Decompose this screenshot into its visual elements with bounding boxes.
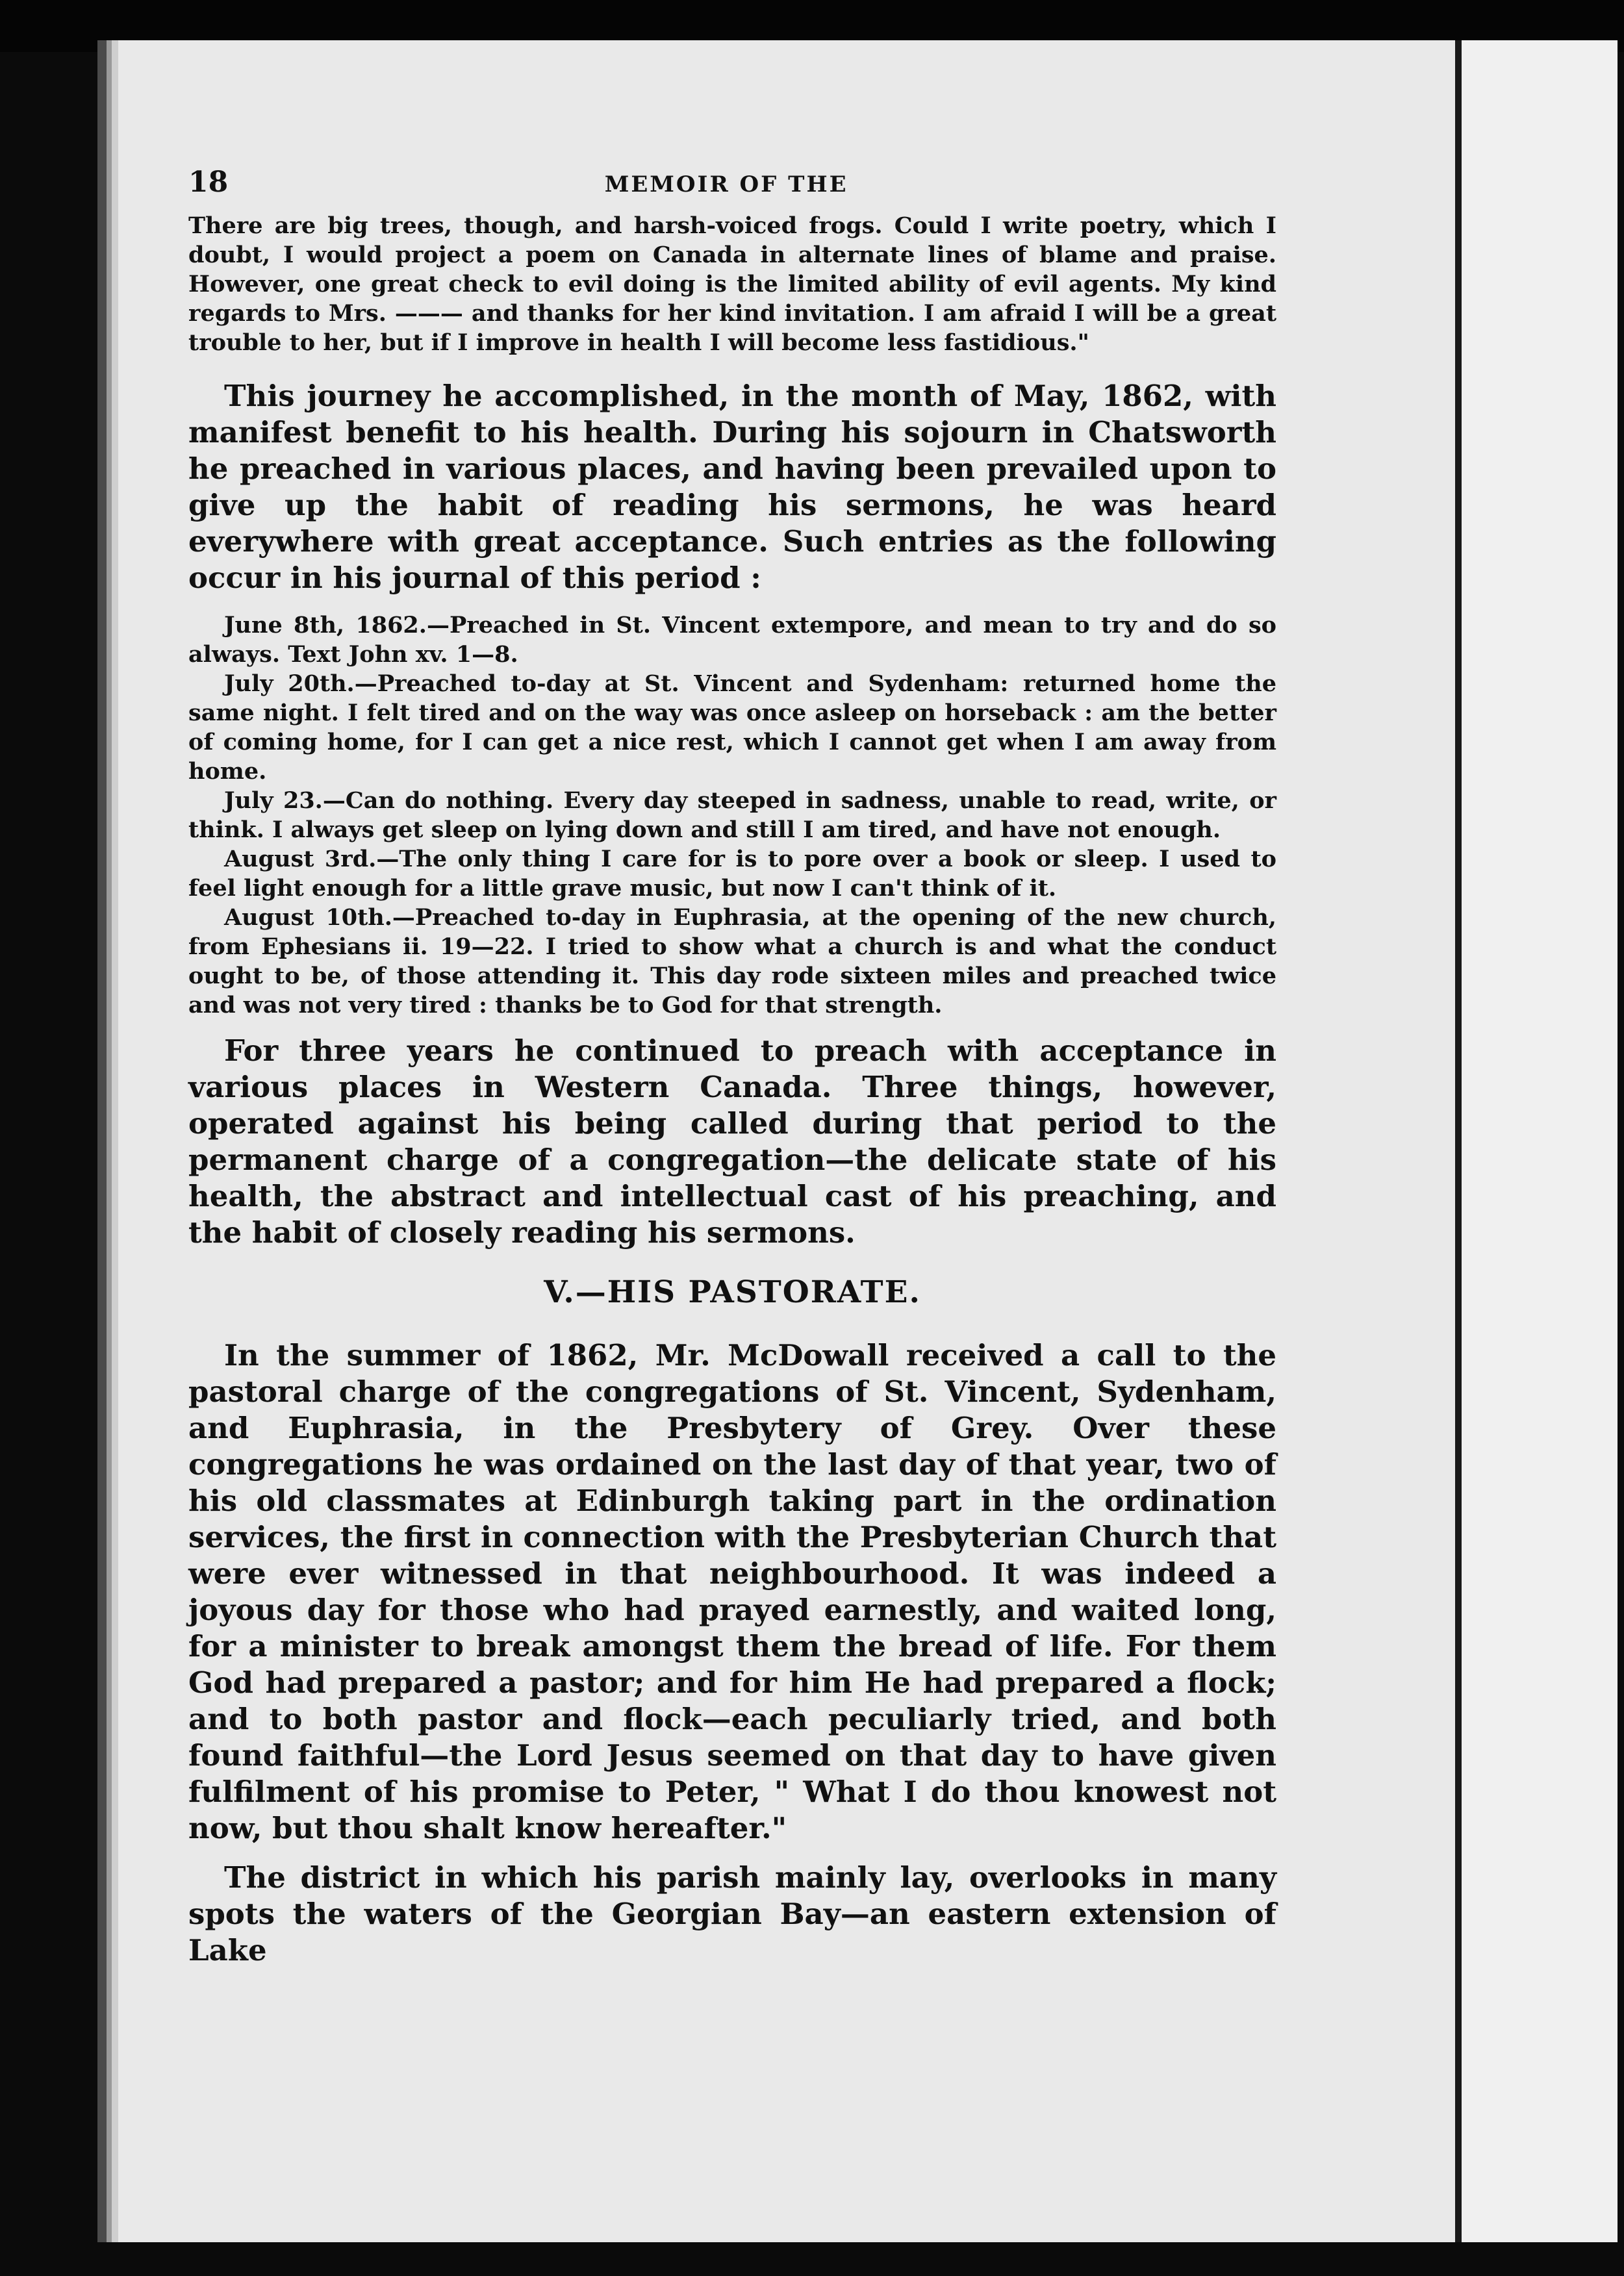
journal-entry: July 20th.—Preached to-day at St. Vincent and Sydenham: returned home the same night. I felt tired and on the way was once asleep on horseback : am the better of coming home, for I can get a nice rest, which I cannot get when I am away from home. <box>188 670 1276 785</box>
paragraph-three-years: For three years he continued to preach with acceptance in various places in Western Canada. Three things, however, operated against his being called during that period to the permanent charge of a congregation—the delicate state of his health, the abstract and intellectual cast of his preaching, and the habit of closely reading his sermons. <box>188 1033 1276 1250</box>
journal-entry: August 10th.—Preached to-day in Euphrasia, at the opening of the new church, from Ephesians ii. 19—22. I tried to show what a church is and what the conduct ought to be, of those attending it. This day rode sixteen miles and preached twice and was not very tired : thanks be to God for that strength. <box>188 904 1276 1018</box>
journal-entry: July 23.—Can do nothing. Every day steeped in sadness, unable to read, write, or think. I always get sleep on lying down and still I am tired, and have not enough. <box>188 787 1276 843</box>
page-text <box>188 166 1276 1969</box>
running-head <box>188 166 1276 211</box>
page-number: 18 <box>188 166 229 199</box>
facing-page-edge <box>1455 40 1618 2242</box>
running-head-title: MEMOIR OF THE <box>604 171 848 197</box>
journal-entry: August 3rd.—The only thing I care for is to pore over a book or sleep. I used to feel light enough for a little grave music, but now I can't think of it. <box>188 846 1276 902</box>
paragraph-pastorate: In the summer of 1862, Mr. McDowall received a call to the pastoral charge of the congregations of St. Vincent, Sydenham, and Euphrasia, in the Presbytery of Grey. Over these congregations he was ordained on the last day of that year, two of his old classmates at Edinburgh taking part in the ordination services, the first in connection with the Presbyterian Church that were ever witnessed in that neighbourhood. It was indeed a joyous day for those who had prayed earnestly, and waited long, for a minister to break amongst them the bread of life. For them God had prepared a pastor; and for him He had prepared a flock; and to both pastor and flock—each peculiarly tried, and both found faithful—the Lord Jesus seemed on that day to have given fulfilment of his promise to Peter, " What I do thou knowest not now, but thou shalt know hereafter." <box>188 1338 1276 1845</box>
section-heading: V.—HIS PASTORATE. <box>544 1274 921 1310</box>
journal-entry: June 8th, 1862.—Preached in St. Vincent extempore, and mean to try and do so always. Text John xv. 1—8. <box>188 612 1276 668</box>
letter-close: There are big trees, though, and harsh-voiced frogs. Could I write poetry, which I doubt, I would project a poem on Canada in alternate lines of blame and praise. However, one great check to evil doing is the limited ability of evil agents. My kind regards to Mrs. ——— and thanks for her kind invitation. I am afraid I will be a great trouble to her, but if I improve in health I will become less fastidious." <box>188 212 1276 356</box>
journal-entries <box>188 611 1276 1020</box>
paragraph-district: The district in which his parish mainly lay, overlooks in many spots the waters of the Georgian Bay—an eastern extension of Lake <box>188 1860 1276 1967</box>
paragraph-journey: This journey he accomplished, in the month of May, 1862, with manifest benefit to his health. During his sojourn in Chatsworth he preached in various places, and having been prevailed upon to give up the habit of reading his sermons, he was heard everywhere with great acceptance. Such entries as the following occur in his journal of this period : <box>188 379 1276 595</box>
